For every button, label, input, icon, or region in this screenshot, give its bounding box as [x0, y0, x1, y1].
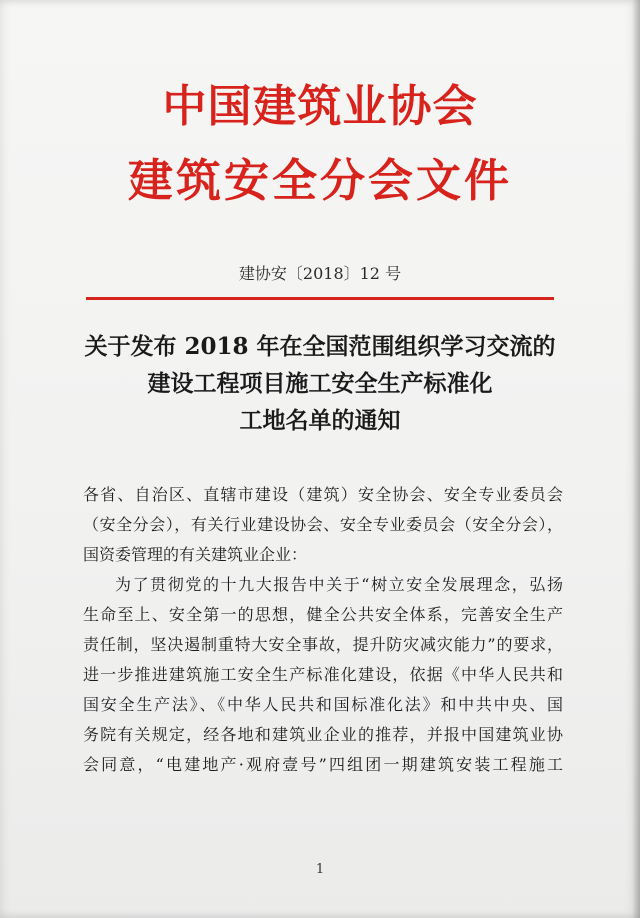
body-line: （安全分会），有关行业建设协会、安全专业委员会（安全分会）， — [83, 515, 563, 534]
body-line: 进一步推进建筑施工安全生产标准化建设，依据《中华人民共和 — [83, 665, 563, 684]
body-line: 各省、自治区、直辖市建设（建筑）安全协会、安全专业委员会 — [83, 485, 563, 504]
title-line: 关于发布 2018 年在全国范围组织学习交流的 — [84, 333, 556, 360]
title-line: 工地名单的通知 — [239, 407, 401, 434]
body-line: 务院有关规定，经各地和建筑业企业的推荐，并报中国建筑业协 — [83, 725, 563, 744]
body-line: 会同意，“电建地产·观府壹号”四组团一期建筑安装工程施工 — [83, 755, 563, 774]
title-line: 建设工程项目施工安全生产标准化 — [147, 370, 493, 397]
paper-edge-shadow — [632, 0, 640, 918]
body-line: 国资委管理的有关建筑业企业： — [83, 545, 308, 564]
body-line: 责任制，坚决遏制重特大安全事故，提升防灾减灾能力”的要求， — [83, 635, 563, 654]
header-organization: 中国建筑业协会 — [162, 81, 478, 132]
notice-title — [0, 328, 640, 439]
document-number: 建协安〔2018〕12 号 — [238, 264, 402, 283]
body-line: 生命至上、安全第一的思想，健全公共安全体系，完善安全生产 — [83, 605, 563, 624]
header-document-type: 建筑安全分会文件 — [127, 154, 512, 207]
notice-body — [83, 480, 563, 780]
red-divider-line — [86, 297, 554, 300]
body-line: 国安全生产法》、《中华人民共和国标准化法》和中共中央、国 — [83, 695, 563, 714]
body-line: 为了贯彻党的十九大报告中关于“树立安全发展理念，弘扬 — [115, 575, 563, 594]
page-number: 1 — [315, 862, 325, 877]
